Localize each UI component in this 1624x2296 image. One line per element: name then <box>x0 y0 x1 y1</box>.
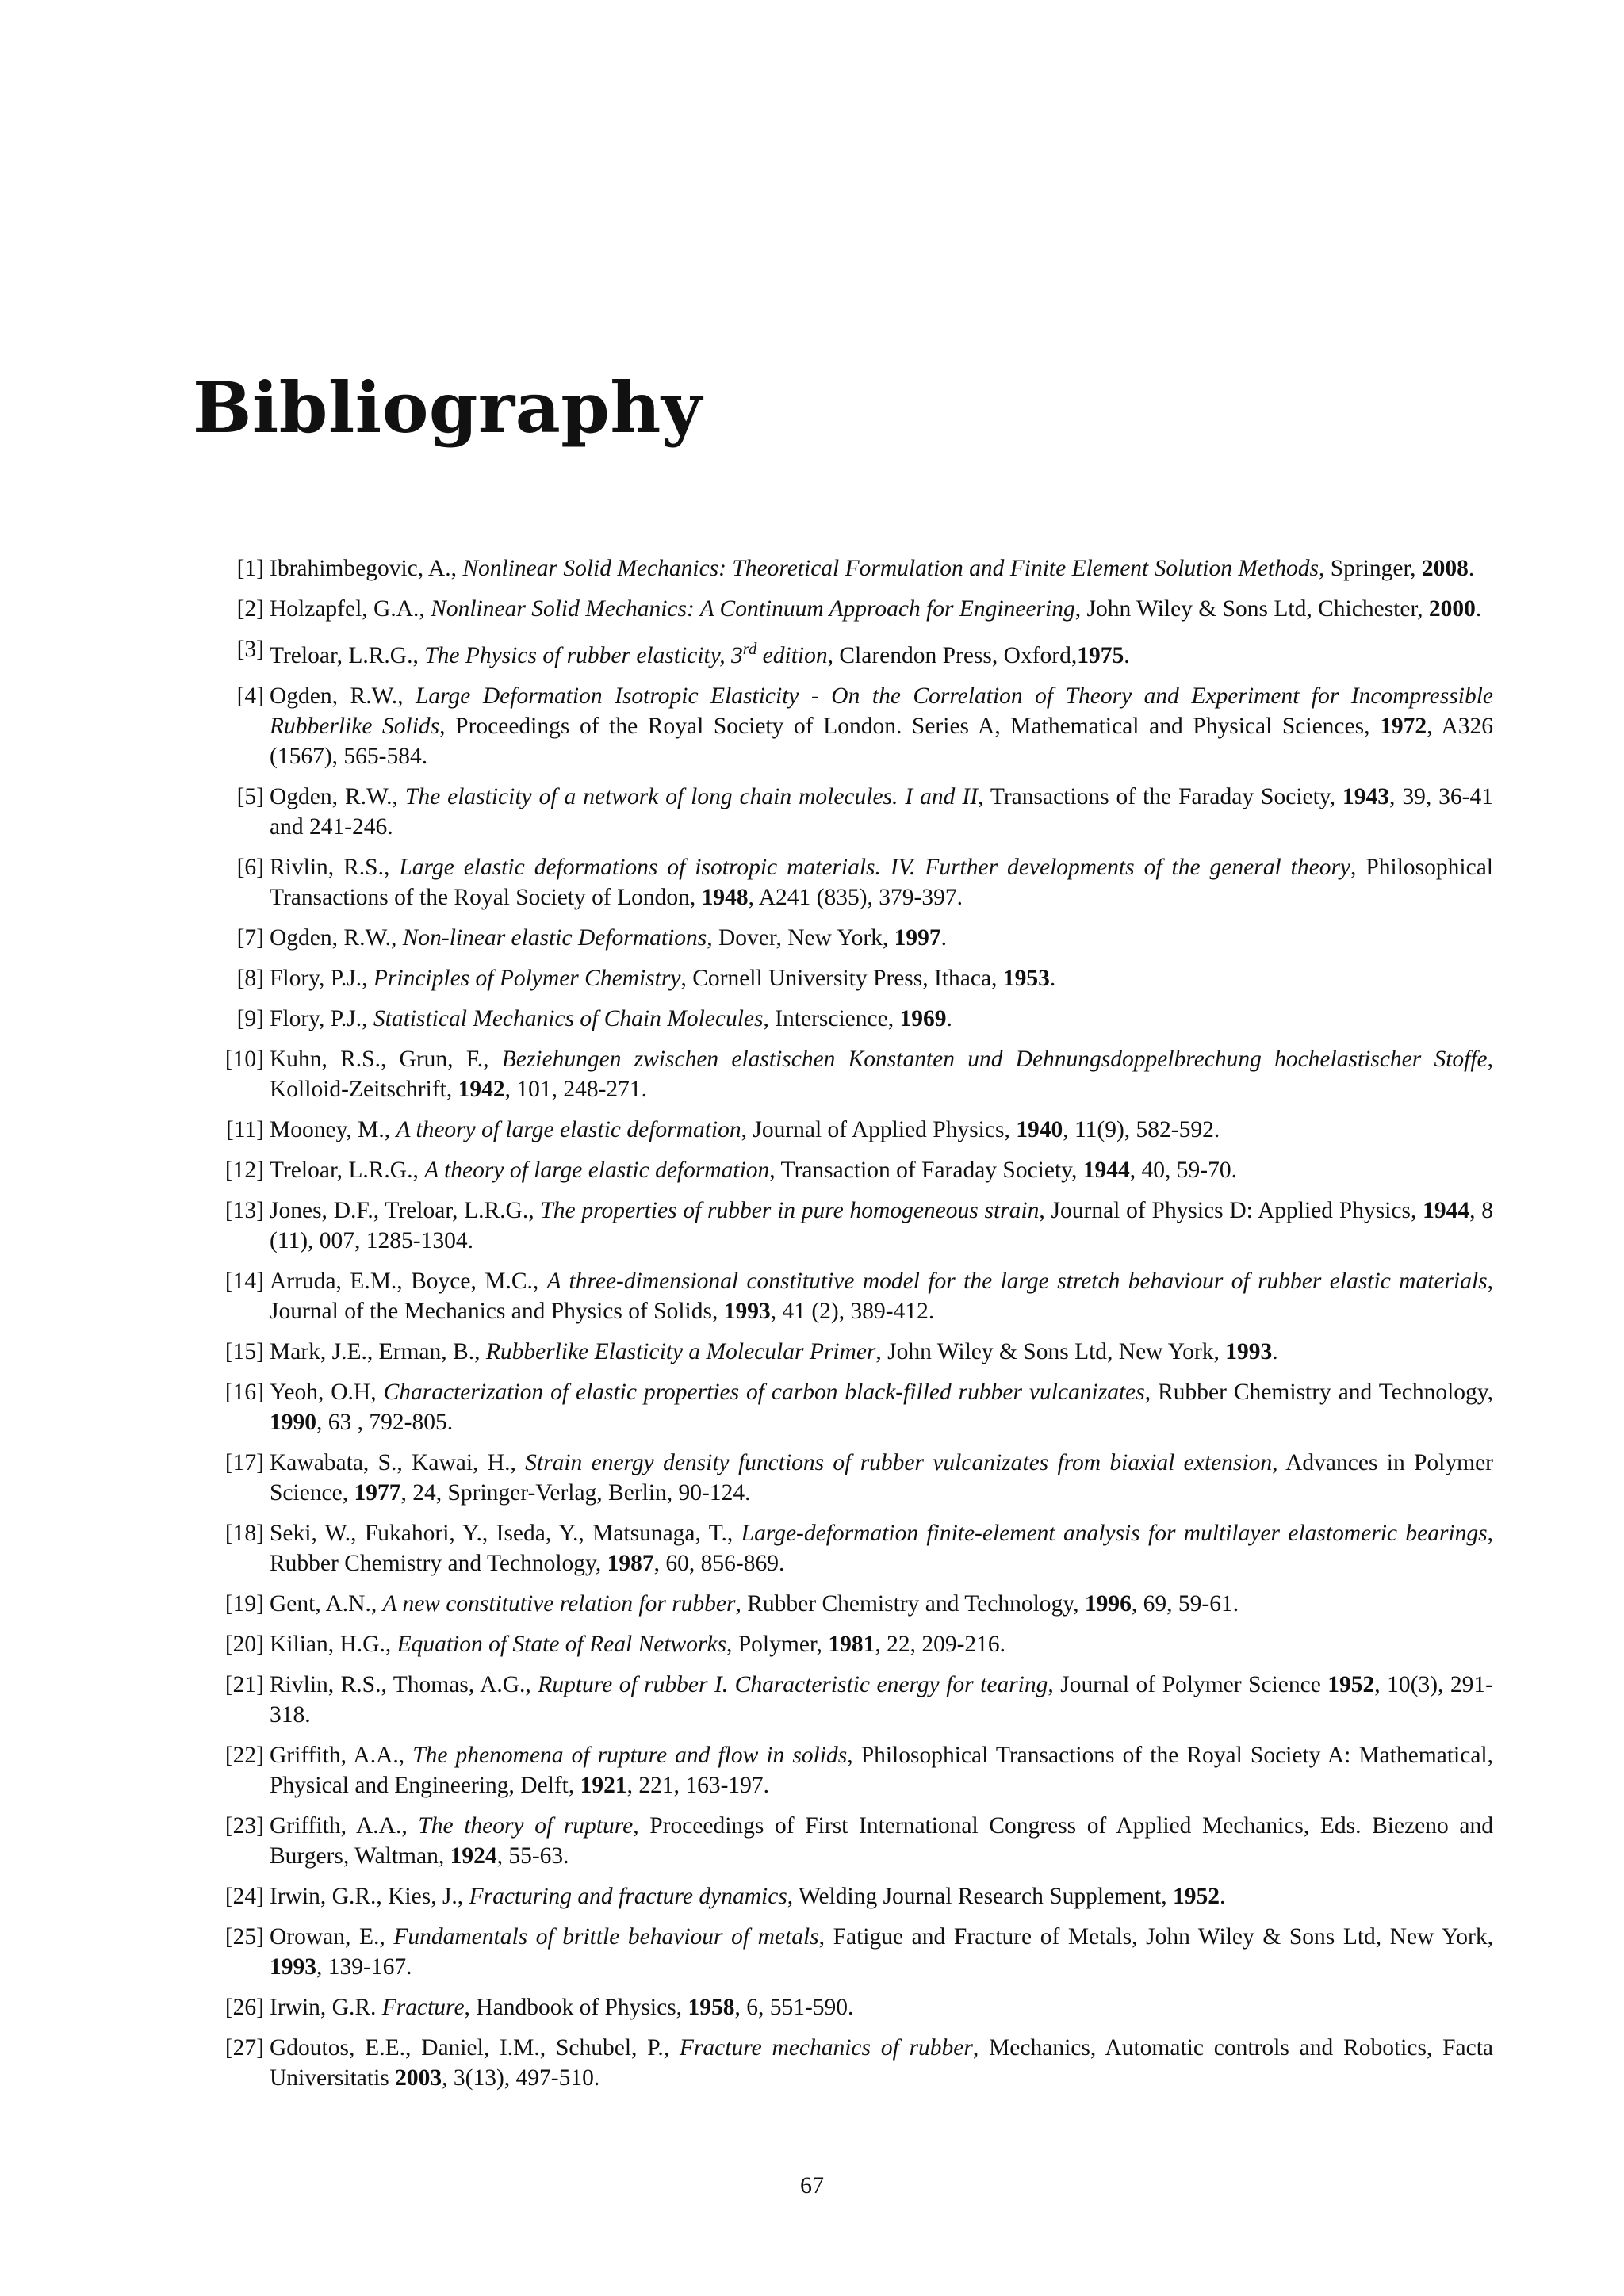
reference-number: [25] <box>224 1923 264 1950</box>
reference-details: . <box>1049 965 1056 991</box>
reference-number: [6] <box>236 854 264 880</box>
reference-title: Fracture <box>381 1994 465 2020</box>
reference-title: Fracture mechanics of rubber <box>679 2034 973 2061</box>
reference-number: [14] <box>224 1268 264 1294</box>
reference-publication: , Journal of Polymer Science <box>1048 1671 1328 1697</box>
reference-year: 1942 <box>458 1076 505 1102</box>
reference-title: Nonlinear Solid Mechanics: Theoretical Formulation and Finite Element Solution Methods <box>462 556 1319 581</box>
reference-entry <box>224 553 1493 584</box>
reference-number: [11] <box>225 1116 264 1142</box>
reference-entry <box>224 1670 1493 1730</box>
reference-details: . <box>940 924 948 951</box>
reference-title: Large-deformation finite-element analysis for multilayer elastomeric bearings <box>741 1520 1488 1546</box>
reference-authors: Gdoutos, E.E., Daniel, I.M., Schubel, P., <box>270 2034 680 2061</box>
reference-title: Rubberlike Elasticity a Molecular Primer <box>485 1338 876 1364</box>
reference-entry <box>224 1922 1493 1982</box>
reference-publication: , Journal of Physics D: Applied Physics, <box>1039 1197 1423 1223</box>
reference-entry <box>224 1740 1493 1800</box>
reference-details: , A326 (1567), 565-584. <box>270 713 1494 769</box>
reference-publication: , Philosophical Transactions of the Royal Society A: Mathematical, Physical and Engineering, Delft, <box>270 1742 1493 1798</box>
reference-entry <box>224 1115 1493 1145</box>
reference-details: . <box>1475 596 1482 622</box>
reference-details: , 41 (2), 389-412. <box>770 1298 935 1324</box>
reference-authors: Griffith, A.A., <box>270 1742 413 1768</box>
reference-number: [22] <box>224 1742 264 1768</box>
reference-authors: Mooney, M., <box>270 1116 396 1142</box>
reference-entry <box>224 1811 1493 1871</box>
reference-details: , 3(13), 497-510. <box>442 2064 600 2091</box>
reference-title: The phenomena of rupture and flow in solids <box>412 1742 848 1768</box>
reference-year: 1958 <box>688 1994 735 2020</box>
reference-number: [5] <box>236 783 264 809</box>
reference-publication: , John Wiley & Sons Ltd, Chichester, <box>1074 596 1429 622</box>
reference-year: 1944 <box>1423 1197 1470 1223</box>
reference-number: [16] <box>224 1379 264 1405</box>
reference-details: , 55-63. <box>496 1843 569 1869</box>
reference-publication: , Interscience, <box>763 1005 900 1031</box>
reference-authors: Yeoh, O.H, <box>270 1379 384 1405</box>
reference-year: 1993 <box>270 1954 316 1980</box>
reference-number: [15] <box>224 1338 264 1364</box>
reference-year: 1944 <box>1082 1157 1130 1183</box>
reference-details: , 8 (11), 007, 1285-1304. <box>270 1197 1493 1253</box>
reference-publication: , Dover, New York, <box>707 924 894 951</box>
reference-title: Non-linear elastic Deformations <box>402 924 707 951</box>
reference-entry <box>224 782 1493 842</box>
reference-year: 1921 <box>580 1772 627 1798</box>
reference-publication: , Transactions of the Faraday Society, <box>978 783 1342 809</box>
reference-authors: Irwin, G.R. <box>270 1994 382 2020</box>
reference-year: 1993 <box>723 1298 771 1324</box>
reference-details: . <box>946 1005 952 1031</box>
reference-publication: , Proceedings of the Royal Society of London. Series A, Mathematical and Physical Sciences, <box>439 713 1381 739</box>
reference-entry <box>224 923 1493 953</box>
reference-entry <box>224 594 1493 624</box>
reference-number: [7] <box>236 924 264 951</box>
reference-details: . <box>1468 556 1475 581</box>
reference-publication: , Polymer, <box>726 1631 829 1657</box>
reference-authors: Kilian, H.G., <box>270 1631 397 1657</box>
reference-publication: , Rubber Chemistry and Technology, <box>1144 1379 1494 1405</box>
reference-details: , 22, 209-216. <box>875 1631 1006 1657</box>
reference-details: , 63 , 792-805. <box>316 1409 454 1435</box>
reference-entry <box>224 1448 1493 1508</box>
reference-publication: , Journal of the Mechanics and Physics of Solids, <box>270 1268 1493 1324</box>
reference-publication: , John Wiley & Sons Ltd, New York, <box>875 1338 1226 1364</box>
reference-publication: , Rubber Chemistry and Technology, <box>270 1520 1493 1576</box>
reference-year: 1969 <box>899 1005 947 1031</box>
reference-title: A theory of large elastic deformation <box>424 1157 770 1183</box>
reference-entry <box>224 1044 1493 1104</box>
reference-year: 1993 <box>1225 1338 1273 1364</box>
reference-list <box>224 553 1493 2103</box>
reference-details: . <box>1272 1338 1278 1364</box>
reference-year: 2003 <box>395 2064 442 2091</box>
reference-year: 1996 <box>1084 1590 1132 1617</box>
reference-number: [1] <box>236 556 264 581</box>
reference-number: [26] <box>224 1994 264 2020</box>
reference-title: A new constitutive relation for rubber <box>382 1590 736 1617</box>
reference-details: , 39, 36-41 and 241-246. <box>270 783 1493 840</box>
reference-entry <box>224 1377 1493 1437</box>
reference-entry <box>224 1196 1493 1256</box>
reference-authors: Jones, D.F., Treloar, L.R.G., <box>270 1197 541 1223</box>
reference-publication: , Handbook of Physics, <box>464 1994 688 2020</box>
reference-entry <box>224 1337 1493 1367</box>
reference-entry <box>224 1518 1493 1578</box>
reference-authors: Gent, A.N., <box>270 1590 383 1617</box>
reference-title: Principles of Polymer Chemistry <box>373 965 681 991</box>
reference-number: [3] <box>236 637 264 662</box>
chapter-title: Bibliography <box>193 366 703 449</box>
reference-year: 2000 <box>1428 596 1476 622</box>
reference-publication: , Transaction of Faraday Society, <box>769 1157 1083 1183</box>
reference-authors: Flory, P.J., <box>270 965 373 991</box>
reference-year: 1972 <box>1380 713 1427 739</box>
reference-number: [8] <box>236 965 264 991</box>
reference-authors: Irwin, G.R., Kies, J., <box>270 1883 469 1909</box>
reference-details: , 60, 856-869. <box>653 1550 785 1576</box>
reference-entry <box>224 963 1493 993</box>
reference-title: The elasticity of a network of long chain molecules. I and II <box>404 783 979 809</box>
reference-authors: Rivlin, R.S., <box>270 854 400 880</box>
reference-authors: Kuhn, R.S., Grun, F., <box>270 1046 502 1072</box>
reference-year: 1940 <box>1016 1116 1063 1142</box>
reference-title: Statistical Mechanics of Chain Molecules <box>373 1005 764 1031</box>
reference-number: [21] <box>224 1671 264 1697</box>
reference-number: [9] <box>236 1005 264 1031</box>
reference-number: [2] <box>236 596 264 622</box>
reference-number: [4] <box>236 683 264 709</box>
reference-number: [23] <box>224 1812 264 1839</box>
reference-publication: , Philosophical Transactions of the Royal Society of London, <box>270 854 1493 910</box>
reference-year: 1952 <box>1172 1883 1220 1909</box>
reference-publication: , Clarendon Press, Oxford, <box>827 642 1078 668</box>
reference-year: 1952 <box>1327 1671 1375 1697</box>
reference-publication: , Proceedings of First International Congress of Applied Mechanics, Eds. Biezeno and Burgers, Waltman, <box>270 1812 1493 1869</box>
reference-authors: Ogden, R.W., <box>270 683 416 709</box>
reference-title: Fracturing and fracture dynamics <box>469 1883 787 1909</box>
reference-entry <box>224 681 1493 771</box>
reference-entry <box>224 852 1493 913</box>
reference-year: 1990 <box>270 1409 316 1435</box>
reference-title: Large elastic deformations of isotropic materials. IV. Further developments of the general theory <box>399 854 1351 880</box>
reference-title: A theory of large elastic deformation <box>396 1116 741 1142</box>
reference-entry <box>224 1155 1493 1185</box>
reference-year: 1977 <box>354 1479 401 1506</box>
reference-details: , 6, 551-590. <box>734 1994 854 2020</box>
page-number: 67 <box>800 2172 824 2198</box>
reference-entry <box>224 1992 1493 2022</box>
reference-year: 1981 <box>828 1631 875 1657</box>
reference-details: , 11(9), 582-592. <box>1063 1116 1220 1142</box>
reference-title: The Physics of rubber elasticity, 3 <box>424 642 743 668</box>
reference-authors: Treloar, L.R.G., <box>270 642 425 668</box>
reference-publication: , Welding Journal Research Supplement, <box>787 1883 1173 1909</box>
reference-entry <box>224 634 1493 671</box>
reference-details: , 10(3), 291-318. <box>270 1671 1493 1728</box>
reference-authors: Kawabata, S., Kawai, H., <box>270 1449 526 1475</box>
reference-authors: Ogden, R.W., <box>270 924 403 951</box>
reference-title: Characterization of elastic properties of carbon black-filled rubber vulcanizates <box>383 1379 1145 1405</box>
reference-title-superscript: rd <box>742 641 757 658</box>
reference-title: The properties of rubber in pure homogeneous strain <box>540 1197 1040 1223</box>
reference-title: Strain energy density functions of rubber vulcanizates from biaxial extension <box>525 1449 1273 1475</box>
reference-authors: Orowan, E., <box>270 1923 394 1950</box>
reference-entry <box>224 1004 1493 1034</box>
reference-publication: , Cornell University Press, Ithaca, <box>680 965 1003 991</box>
reference-number: [19] <box>224 1590 264 1617</box>
reference-authors: Ibrahimbegovic, A., <box>270 556 463 581</box>
reference-year: 1948 <box>701 884 749 910</box>
reference-authors: Treloar, L.R.G., <box>270 1157 425 1183</box>
reference-number: [27] <box>224 2034 264 2061</box>
reference-publication: , Advances in Polymer Science, <box>270 1449 1493 1506</box>
reference-publication: , Fatigue and Fracture of Metals, John Wiley & Sons Ltd, New York, <box>818 1923 1493 1950</box>
reference-number: [12] <box>224 1157 264 1183</box>
reference-year: 1975 <box>1077 642 1124 668</box>
reference-number: [18] <box>224 1520 264 1546</box>
reference-details: , 221, 163-197. <box>626 1772 770 1798</box>
reference-title: A three-dimensional constitutive model for the large stretch behaviour of rubber elastic materials <box>546 1268 1488 1294</box>
reference-title: Large Deformation Isotropic Elasticity - On the Correlation of Theory and Experiment for Incompressible Rubberlike Solids <box>270 683 1493 739</box>
reference-title: Beziehungen zwischen elastischen Konstanten und Dehnungsdoppelbrechung hochelastischer Stoffe <box>501 1046 1488 1072</box>
reference-publication: , Springer, <box>1318 556 1422 581</box>
reference-details: . <box>1219 1883 1226 1909</box>
reference-publication: , Mechanics, Automatic controls and Robotics, Facta Universitatis <box>270 2034 1493 2091</box>
reference-entry <box>224 2033 1493 2093</box>
reference-title: Rupture of rubber I. Characteristic energy for tearing <box>538 1671 1048 1697</box>
reference-publication: , Journal of Applied Physics, <box>741 1116 1017 1142</box>
reference-entry <box>224 1589 1493 1619</box>
reference-authors: Holzapfel, G.A., <box>270 596 431 622</box>
reference-authors: Arruda, E.M., Boyce, M.C., <box>270 1268 547 1294</box>
reference-entry <box>224 1629 1493 1659</box>
reference-entry <box>224 1266 1493 1326</box>
reference-details: , 101, 248-271. <box>504 1076 648 1102</box>
reference-year: 1997 <box>894 924 941 951</box>
reference-title: Fundamentals of brittle behaviour of metals <box>393 1923 819 1950</box>
reference-details: , 139-167. <box>316 1954 412 1980</box>
reference-publication: , Rubber Chemistry and Technology, <box>735 1590 1085 1617</box>
reference-year: 2008 <box>1421 556 1469 581</box>
reference-number: [24] <box>224 1883 264 1909</box>
reference-authors: Rivlin, R.S., Thomas, A.G., <box>270 1671 538 1697</box>
reference-year: 1953 <box>1002 965 1050 991</box>
reference-year: 1987 <box>607 1550 654 1576</box>
reference-details: , 24, Springer-Verlag, Berlin, 90-124. <box>400 1479 751 1506</box>
reference-number: [13] <box>224 1197 264 1223</box>
reference-authors: Ogden, R.W., <box>270 783 405 809</box>
reference-year: 1924 <box>450 1843 497 1869</box>
reference-number: [10] <box>224 1046 264 1072</box>
reference-entry <box>224 1881 1493 1911</box>
reference-number: [17] <box>224 1449 264 1475</box>
reference-authors: Griffith, A.A., <box>270 1812 419 1839</box>
reference-title: Equation of State of Real Networks <box>396 1631 727 1657</box>
reference-title-continued: edition <box>756 642 828 668</box>
reference-details: . <box>1124 642 1130 668</box>
reference-year: 1943 <box>1342 783 1389 809</box>
reference-details: , 69, 59-61. <box>1131 1590 1239 1617</box>
reference-number: [20] <box>224 1631 264 1657</box>
reference-authors: Mark, J.E., Erman, B., <box>270 1338 486 1364</box>
reference-authors: Seki, W., Fukahori, Y., Iseda, Y., Matsunaga, T., <box>270 1520 741 1546</box>
reference-details: , A241 (835), 379-397. <box>748 884 963 910</box>
reference-title: Nonlinear Solid Mechanics: A Continuum Approach for Engineering <box>431 596 1075 622</box>
reference-title: The theory of rupture <box>418 1812 634 1839</box>
reference-authors: Flory, P.J., <box>270 1005 373 1031</box>
reference-details: , 40, 59-70. <box>1129 1157 1237 1183</box>
reference-publication: , Kolloid-Zeitschrift, <box>270 1046 1493 1102</box>
